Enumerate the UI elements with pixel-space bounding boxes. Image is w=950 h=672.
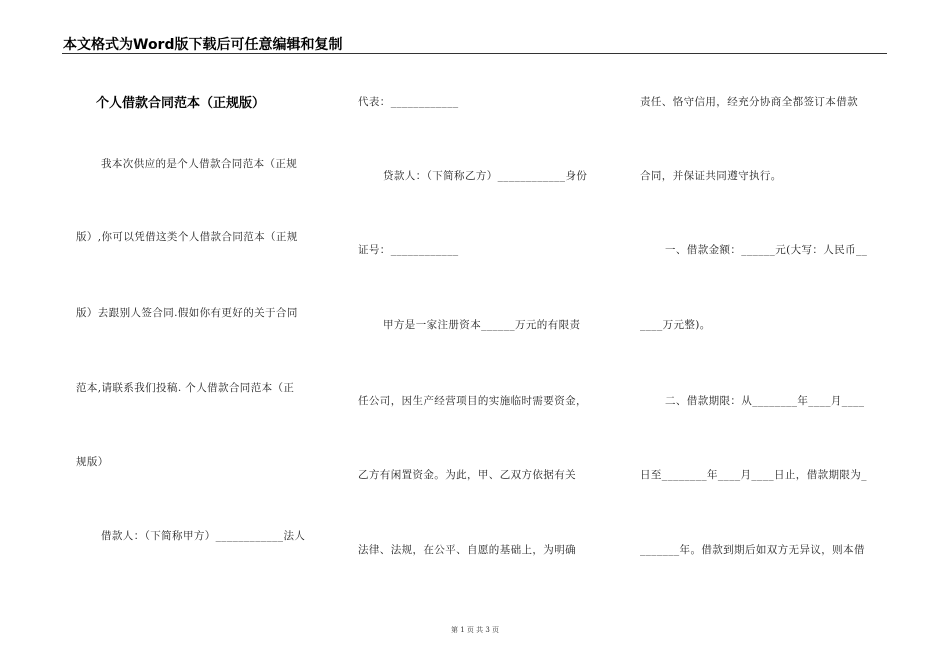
paragraph-line: 责任、恪守信用，经充分协商全都签订本借款 bbox=[640, 96, 858, 108]
paragraph-line: 任公司，因生产经营项目的实施临时需要资金， bbox=[358, 395, 587, 407]
paragraph-line: 代表：____________ bbox=[358, 96, 459, 108]
paragraph-line: 法律、法规，在公平、自愿的基础上，为明确 bbox=[358, 544, 576, 556]
paragraph-line: 二、借款期限：从________年____月____ bbox=[665, 395, 865, 407]
paragraph-line: 甲方是一家注册资本______万元的有限责 bbox=[383, 319, 581, 331]
paragraph-line: ____万元整)。 bbox=[640, 319, 711, 331]
paragraph-line: 贷款人：（下简称乙方）____________身份 bbox=[383, 170, 588, 182]
paragraph-line: 范本,请联系我们投稿. 个人借款合同范本（正 bbox=[76, 382, 295, 394]
paragraph-line: 版）去跟别人签合同.假如你有更好的关于合同 bbox=[76, 307, 298, 319]
paragraph-line: 规版） bbox=[76, 456, 109, 468]
paragraph-line: 一、借款金额：______元(大写：人民币__ bbox=[665, 244, 868, 256]
header-divider bbox=[62, 53, 887, 54]
paragraph-line: 合同，并保证共同遵守执行。 bbox=[640, 170, 782, 182]
paragraph-line: 借款人：（下简称甲方）____________法人 bbox=[101, 530, 306, 542]
paragraph-line: 乙方有闲置资金。为此，甲、乙双方依据有关 bbox=[358, 469, 576, 481]
paragraph-line: 我本次供应的是个人借款合同范本（正规 bbox=[101, 158, 298, 170]
paragraph-line: 证号：____________ bbox=[358, 244, 459, 256]
document-header: 本文格式为Word版下载后可任意编辑和复制 bbox=[63, 37, 343, 53]
paragraph-line: 日至________年____月____日止，借款期限为_ bbox=[640, 469, 867, 481]
paragraph-line: 版）,你可以凭借这类个人借款合同范本（正规 bbox=[76, 231, 298, 243]
document-title: 个人借款合同范本（正规版） bbox=[96, 96, 266, 111]
page-number: 第 1 页 共 3 页 bbox=[450, 626, 500, 634]
paragraph-line: _______年。借款到期后如双方无异议，则本借 bbox=[640, 544, 865, 556]
